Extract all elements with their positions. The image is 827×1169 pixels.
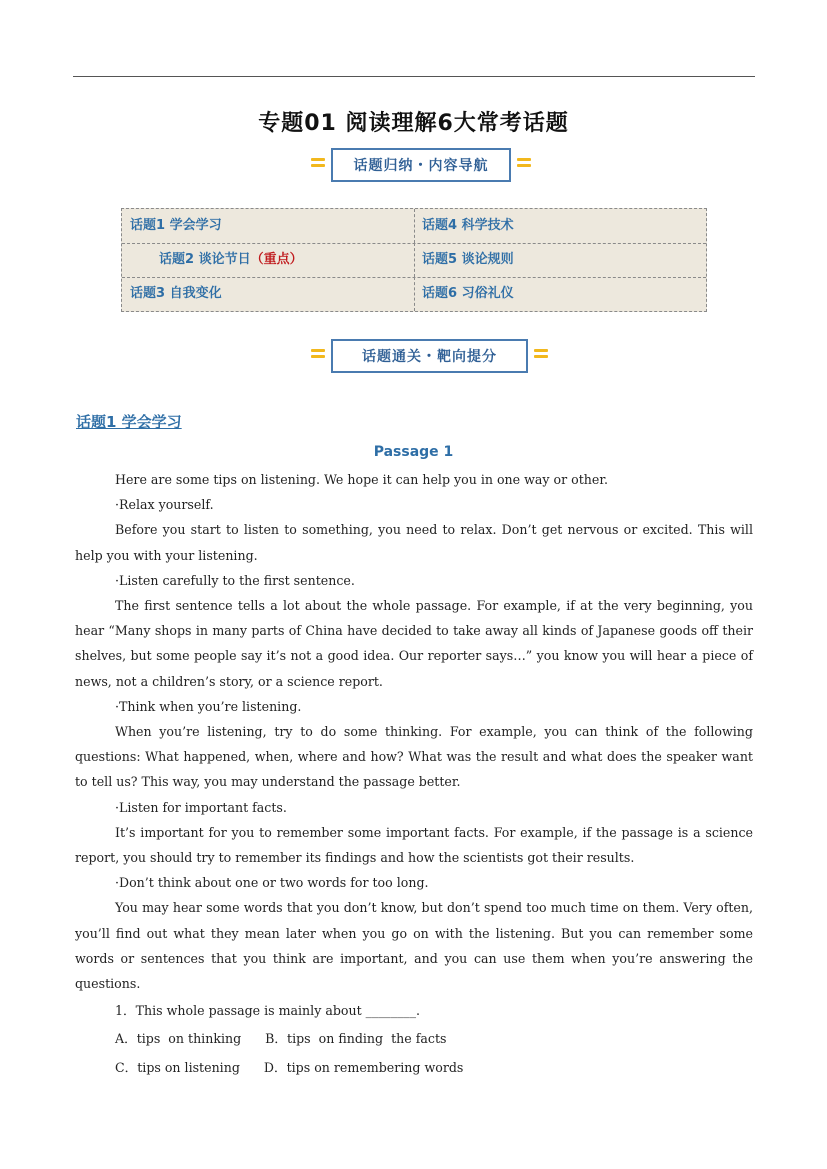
question-stem: 1．This whole passage is mainly about ________.: [115, 1003, 421, 1019]
passage-body: [75, 467, 753, 1080]
banner-decoration-icon: [534, 346, 548, 366]
section-heading[interactable]: 话题1 学会学习: [76, 413, 182, 431]
toc-item-topic-5[interactable]: 话题5 谈论规则: [422, 252, 514, 267]
paragraph: The first sentence tells a lot about the whole passage. For example, if at the very beginning, you hear “Many shops in many parts of China have decided to take away all kinds of Japanese goods off their shelves, but some people say it’s not a good idea. Our reporter says…” you know you will hear a piece of news, not a children’s story, or a science report.: [75, 598, 753, 689]
toc-divider: [414, 243, 415, 277]
toc-row: [122, 277, 706, 311]
toc-item-topic-2-label: 话题2 谈论节日: [159, 252, 251, 267]
header-rule: [73, 76, 755, 77]
banner-label: 话题通关・靶向提分: [362, 349, 497, 365]
tip-heading: ·Don’t think about one or two words for too long.: [115, 875, 429, 891]
paragraph: When you’re listening, try to do some thinking. For example, you can think of the following questions: What happened, when, where and how? What was the result and what does the speaker want to tell us? This way, you may understand the passage better.: [75, 724, 753, 790]
banner-decoration-icon: [517, 155, 531, 175]
tip-heading: ·Relax yourself.: [115, 497, 214, 513]
table-of-contents: [121, 208, 707, 312]
answer-options-ab: A．tips on thinking B．tips on finding the facts: [115, 1031, 447, 1047]
toc-item-topic-2[interactable]: [159, 243, 303, 277]
toc-divider: [414, 209, 415, 243]
paragraph: You may hear some words that you don’t know, but don’t spend too much time on them. Very often, you’ll find out what they mean later when you go on with the listening. But you can remember some words or sentences that you think are important, and you can use them when you’re answering the questions.: [75, 900, 753, 992]
banner-topic-practice: [331, 339, 528, 373]
toc-item-topic-1[interactable]: 话题1 学会学习: [130, 218, 222, 233]
answer-options-cd: C．tips on listening D．tips on remembering words: [115, 1059, 464, 1075]
banner-label: 话题归纳・内容导航: [353, 158, 489, 174]
passage-title: Passage 1: [373, 444, 454, 460]
tip-heading: ·Listen carefully to the first sentence.: [115, 572, 355, 588]
toc-item-topic-3[interactable]: 话题3 自我变化: [130, 286, 222, 301]
toc-row: [122, 209, 706, 244]
banner-topic-navigation: [331, 148, 511, 182]
paragraph: It’s important for you to remember some important facts. For example, if the passage is a science report, you should try to remember its findings and how the scientists got their results.: [75, 824, 753, 866]
toc-item-topic-2-emphasis: （重点）: [250, 252, 303, 267]
tip-heading: ·Listen for important facts.: [115, 799, 287, 815]
paragraph: Here are some tips on listening. We hope it can help you in one way or other.: [115, 472, 608, 487]
toc-item-topic-4[interactable]: 话题4 科学技术: [422, 218, 514, 233]
page-title: 专题01 阅读理解6大常考话题: [258, 111, 569, 136]
tip-heading: ·Think when you’re listening.: [115, 698, 302, 714]
toc-item-topic-6[interactable]: 话题6 习俗礼仪: [422, 286, 514, 301]
toc-row: [122, 243, 706, 278]
paragraph: Before you start to listen to something, you need to relax. Don’t get nervous or excited. This will help you with your listening.: [75, 522, 753, 563]
toc-divider: [414, 277, 415, 311]
banner-decoration-icon: [311, 155, 325, 175]
banner-decoration-icon: [311, 346, 325, 366]
